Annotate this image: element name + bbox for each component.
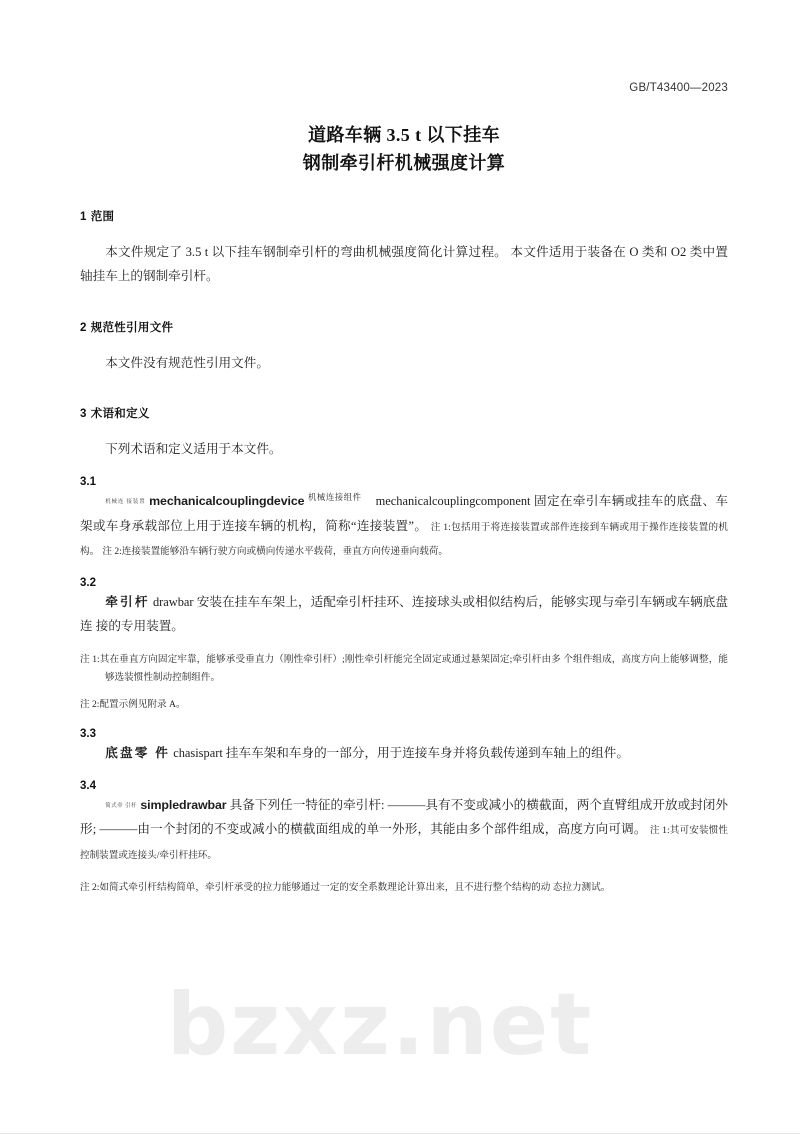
term-entry-3-2 bbox=[80, 590, 728, 639]
term-english-alt-3-1: mechanicalcouplingcomponent bbox=[375, 493, 531, 508]
term-number-3-1: 3.1 bbox=[80, 475, 96, 488]
term-english-3-1: mechanicalcouplingdevice bbox=[149, 493, 305, 508]
clause-title-3: 术语和定义 bbox=[90, 408, 150, 421]
term-chinese-3-3: 底盘零 件 bbox=[105, 746, 171, 761]
clause-paragraph-2: 本文件没有规范性引用文件。 bbox=[105, 355, 269, 370]
term-inline-note-3-1-2: 注 2:连接装置能够沿车辆行驶方向或横向传递水平载荷，垂直方向传递垂向载荷。 bbox=[102, 546, 448, 558]
clause-number-1: 1 bbox=[80, 210, 87, 223]
clause-heading-1 bbox=[80, 208, 728, 224]
term-inline-note-3-4-1: 注 1:其可安装惯性控制装置或连接头/牵引杆挂环。 bbox=[80, 825, 728, 861]
term-definition-3-3: 挂车车架和车身的一部分，用于连接车身并将负载传递到车轴上的组件。 bbox=[225, 746, 629, 761]
clause-number-2: 2 bbox=[80, 321, 87, 334]
document-title bbox=[80, 122, 728, 178]
clause-title-2: 规范性引用文件 bbox=[90, 321, 174, 334]
clause-title-1: 范围 bbox=[90, 210, 115, 223]
term-entry-3-3 bbox=[80, 741, 728, 766]
clause-heading-3 bbox=[80, 405, 728, 421]
term-number-3-3: 3.3 bbox=[80, 728, 96, 741]
clause-paragraph-1: 本文件规定了 3.5 t 以下挂车钢制牵引杆的弯曲机械强度简化计算过程。 本文件适用于装备在 O 类和 O2 类中置轴挂车上的钢制牵引杆。 bbox=[80, 244, 728, 284]
term-english-3-2: drawbar bbox=[152, 594, 194, 609]
term-note-3-2-2: 注 2:配置示例见附录 A。 bbox=[80, 699, 186, 711]
document-title-line-1: 道路车辆 3.5 t 以下挂车 bbox=[308, 125, 500, 145]
clause-number-3: 3 bbox=[80, 408, 87, 421]
clause-heading-2 bbox=[80, 319, 728, 335]
term-english-3-4: simpledrawbar bbox=[140, 797, 227, 812]
term-inline-note-3-1-1: 注 1:包括用于将连接装置或部件连接到车辆或用于操作连接装置的机构。 bbox=[80, 521, 728, 558]
term-note-3-4-2: 注 2:如简式牵引杆结构简单，牵引杆承受的拉力能够通过一定的安全系数理论计算出来，且不进行整个结构的动 态拉力测试。 bbox=[80, 881, 611, 893]
term-number-3-4: 3.4 bbox=[80, 779, 96, 792]
term-number-3-2: 3.2 bbox=[80, 576, 96, 589]
term-ruby-3-4: 简式牵 引杆 bbox=[105, 802, 138, 809]
term-chinese-3-2: 牵引杆 bbox=[105, 594, 150, 609]
term-ruby-alt-3-1: 机械连接组件 bbox=[307, 492, 362, 502]
term-entry-3-1 bbox=[80, 489, 728, 563]
running-header-standard-number: GB/T43400—2023 bbox=[629, 82, 728, 94]
term-ruby-3-1: 机械连 接装置 bbox=[105, 498, 146, 505]
term-definition-3-2: 安装在挂车车架上，适配牵引杆挂环、连接球头或相似结构后，能够实现与牵引车辆或车辆底盘连 接的专用装置。 bbox=[80, 594, 729, 634]
clause-paragraph-3: 下列术语和定义适用于本文件。 bbox=[105, 442, 282, 457]
watermark: bzxz.net bbox=[166, 975, 594, 1075]
term-english-3-3: chasispart bbox=[173, 746, 223, 761]
term-note-3-2-1: 注 1:其在垂直方向固定牢靠，能够承受垂直力（刚性牵引杆）;刚性牵引杆能完全固定或通过悬架固定;牵引杆由多 个组件组成，高度方向上能够调整，能够选装惯性制动控制组件。 bbox=[80, 654, 728, 684]
term-entry-3-4 bbox=[80, 793, 728, 867]
document-title-line-2: 钢制牵引杆机械强度计算 bbox=[302, 152, 506, 173]
term-definition-3-1: 固定在牵引车辆或挂车的底盘、车架或车身承载部位上用于连接车辆的机构，简称“连接装置”。 bbox=[80, 493, 728, 533]
term-definition-3-4: 具备下列任一特征的牵引杆: ———具有不变或减小的横截面，两个直臂组成开放或封闭外形; ———由一个封闭的不变或减小的横截面组成的单一外形，其能由多个部件组成，高度方向可调。 bbox=[80, 797, 728, 837]
